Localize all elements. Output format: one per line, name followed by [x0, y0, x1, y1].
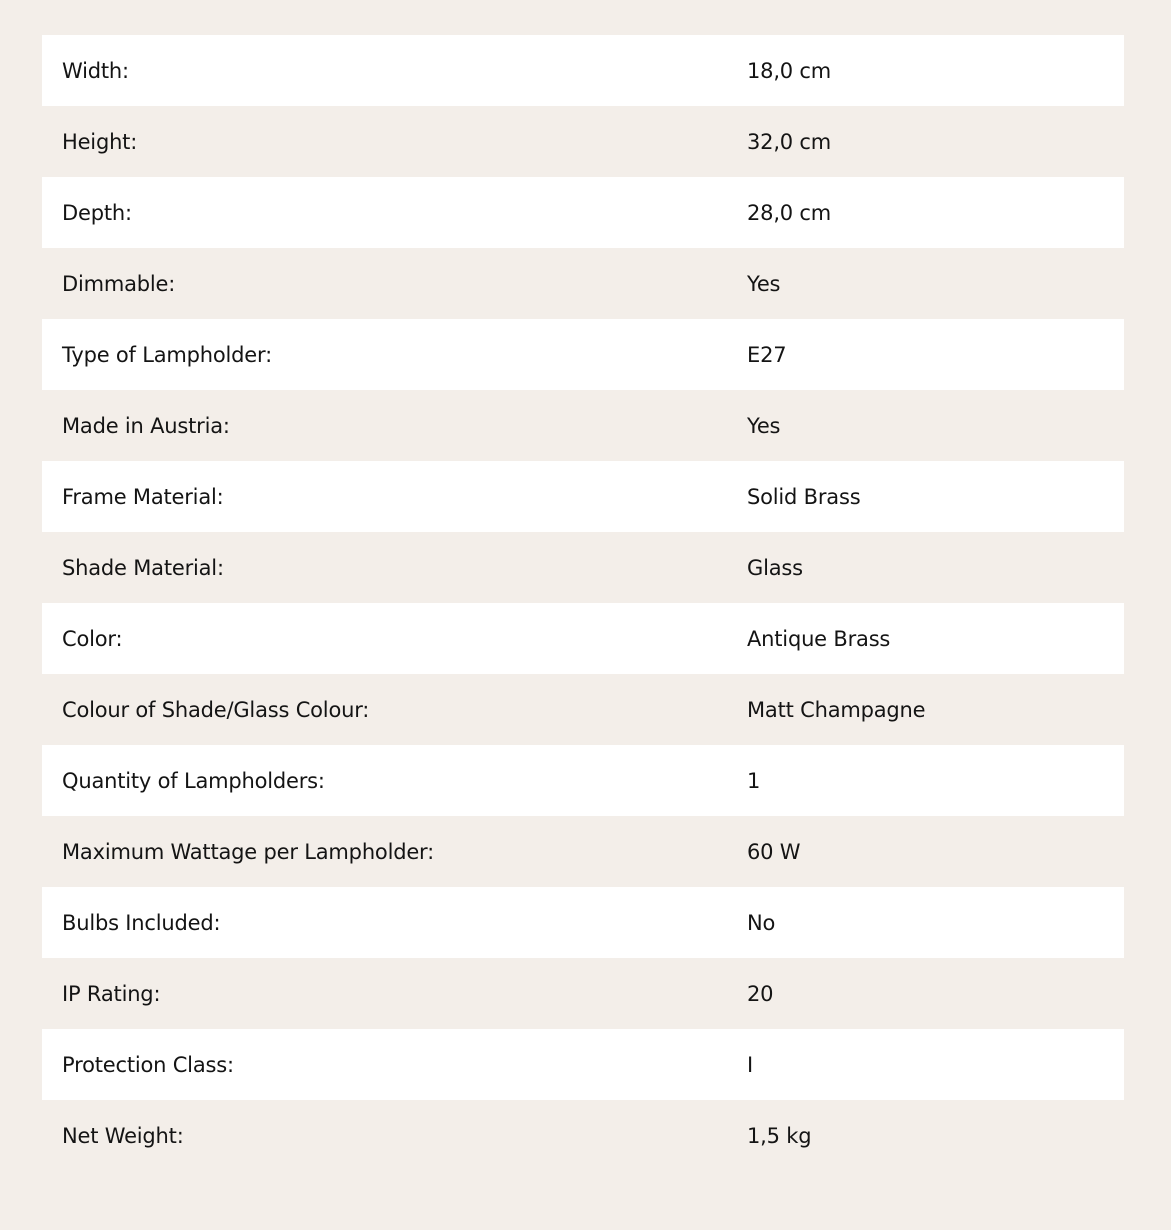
spec-row-lampholder-quantity [42, 745, 1124, 816]
spec-row-protection-class [42, 1029, 1124, 1100]
spec-label: Quantity of Lampholders: [62, 768, 325, 793]
spec-value: 32,0 cm [747, 129, 832, 154]
spec-label: IP Rating: [62, 981, 161, 1006]
spec-label: Bulbs Included: [62, 910, 221, 935]
spec-row-net-weight [42, 1100, 1124, 1171]
spec-row-frame-material [42, 461, 1124, 532]
spec-row-width [42, 35, 1124, 106]
spec-value: 1 [747, 768, 761, 793]
spec-value: Glass [747, 555, 803, 580]
spec-label: Width: [62, 58, 129, 83]
spec-label: Frame Material: [62, 484, 224, 509]
spec-row-dimmable [42, 248, 1124, 319]
spec-value: 20 [747, 981, 774, 1006]
spec-value: 1,5 kg [747, 1123, 812, 1148]
spec-label: Made in Austria: [62, 413, 230, 438]
spec-row-made-in-austria [42, 390, 1124, 461]
spec-label: Height: [62, 129, 138, 154]
spec-value: 28,0 cm [747, 200, 832, 225]
spec-value: Matt Champagne [747, 697, 926, 722]
spec-label: Type of Lampholder: [62, 342, 272, 367]
spec-value: Yes [747, 413, 781, 438]
spec-row-height [42, 106, 1124, 177]
spec-label: Shade Material: [62, 555, 224, 580]
spec-label: Color: [62, 626, 123, 651]
spec-row-ip-rating [42, 958, 1124, 1029]
spec-value: Solid Brass [747, 484, 861, 509]
spec-value: Yes [747, 271, 781, 296]
spec-row-bulbs-included [42, 887, 1124, 958]
spec-row-depth [42, 177, 1124, 248]
spec-row-max-wattage [42, 816, 1124, 887]
spec-label: Depth: [62, 200, 132, 225]
spec-value: 60 W [747, 839, 801, 864]
spec-value: E27 [747, 342, 787, 367]
spec-label: Maximum Wattage per Lampholder: [62, 839, 434, 864]
specifications-table [42, 35, 1124, 1171]
spec-row-shade-colour [42, 674, 1124, 745]
spec-label: Protection Class: [62, 1052, 234, 1077]
spec-label: Colour of Shade/Glass Colour: [62, 697, 370, 722]
spec-row-color [42, 603, 1124, 674]
spec-row-shade-material [42, 532, 1124, 603]
spec-value: No [747, 910, 776, 935]
spec-value: I [747, 1052, 753, 1077]
spec-value: Antique Brass [747, 626, 891, 651]
spec-row-lampholder-type [42, 319, 1124, 390]
spec-label: Net Weight: [62, 1123, 184, 1148]
spec-label: Dimmable: [62, 271, 176, 296]
spec-value: 18,0 cm [747, 58, 832, 83]
